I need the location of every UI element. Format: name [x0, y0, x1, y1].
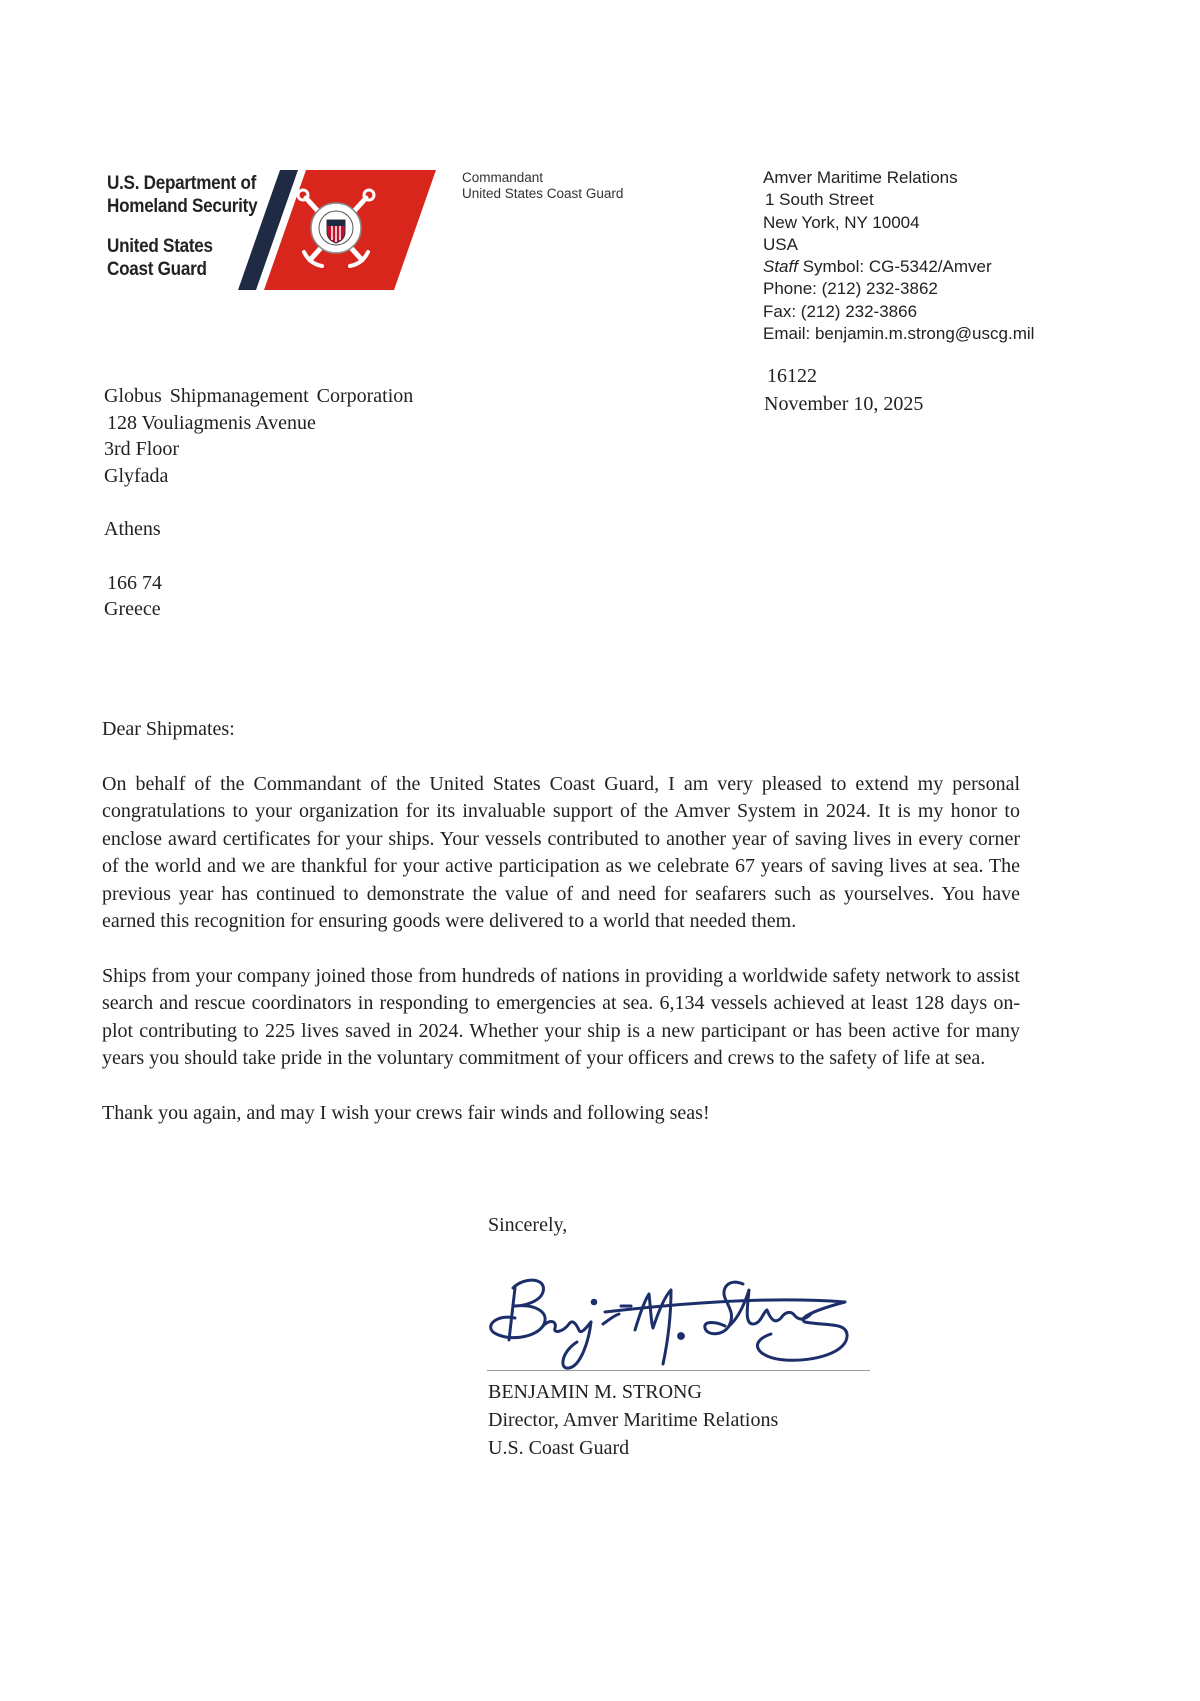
recipient-country: Greece	[104, 598, 161, 620]
recipient-postal-code: 166 74	[107, 571, 162, 594]
letter-body	[102, 716, 1020, 1127]
signer-block	[488, 1378, 778, 1462]
office-staff-symbol	[763, 256, 1034, 278]
body-paragraph-2: Ships from your company joined those from hundreds of nations in providing a worldwide safety network to assist search and rescue coordinators in responding to emergencies at sea. 6,134 vessels achieved at least 128 days on-plot contributing to 225 lives saved in 2024. Whether your ship is a new participant or has been active for many years you should take pride in the voluntary commitment of your officers and crews to the safety of life at sea.	[102, 964, 1020, 1069]
recipient-address	[104, 383, 413, 623]
office-fax: Fax: (212) 232-3866	[763, 301, 918, 321]
office-name: Amver Maritime Relations	[763, 168, 958, 187]
staff-label: Staff	[763, 257, 798, 277]
salutation: Dear Shipmates:	[102, 718, 235, 740]
recipient-district: Glyfada	[104, 464, 169, 487]
recipient-floor: 3rd Floor	[104, 438, 179, 460]
department-heading	[107, 172, 257, 281]
reference-date-block	[764, 362, 923, 418]
commandant-line-2: United States Coast Guard	[462, 186, 624, 201]
body-paragraph-3: Thank you again, and may I wish your crews fair winds and following seas!	[102, 1101, 710, 1124]
department-line-2: Homeland Security	[107, 196, 258, 217]
signature-line	[487, 1370, 870, 1371]
signer-organization: U.S. Coast Guard	[488, 1437, 630, 1459]
agency-line-2: Coast Guard	[107, 259, 207, 280]
uscg-logo	[236, 170, 436, 290]
commandant-line-1: Commandant	[462, 170, 544, 185]
signer-title: Director, Amver Maritime Relations	[488, 1409, 779, 1431]
office-phone: Phone: (212) 232-3862	[763, 279, 938, 299]
body-paragraph-1: On behalf of the Commandant of the United States Coast Guard, I am very pleased to extend my personal congratulations to your organization for its invaluable support of the Amver System in 2024. It is my honor to enclose award certificates for your ships. Your vessels contributed to another year of saving lives in every corner of the world and we are thankful for your active participation as we celebrate 67 years of saving lives at sea. The previous year has continued to demonstrate the value of and need for seafarers such as yourselves. You have earned this recognition for ensuring goods were delivered to a world that needed them.	[102, 772, 1020, 932]
letter-date: November 10, 2025	[764, 393, 924, 415]
closing: Sincerely,	[488, 1214, 568, 1236]
office-street: 1 South Street	[765, 190, 874, 210]
office-country: USA	[763, 234, 798, 254]
office-email[interactable]: Email: benjamin.m.strong@uscg.mil	[763, 324, 1035, 344]
signer-name: BENJAMIN M. STRONG	[488, 1381, 702, 1403]
office-city-state-zip: New York, NY 10004	[763, 212, 920, 232]
recipient-city: Athens	[104, 518, 161, 540]
handwritten-signature	[485, 1266, 880, 1376]
reference-number: 16122	[767, 365, 817, 387]
recipient-company: Globus Shipmanagement Corporation	[104, 385, 414, 407]
recipient-street: 128 Vouliagmenis Avenue	[107, 411, 316, 434]
staff-symbol-value: Symbol: CG-5342/Amver	[797, 257, 992, 277]
commandant-block	[462, 170, 623, 202]
department-line-1: U.S. Department of	[107, 173, 257, 194]
sender-office-block	[763, 167, 1034, 345]
agency-line-1: United States	[107, 236, 213, 257]
